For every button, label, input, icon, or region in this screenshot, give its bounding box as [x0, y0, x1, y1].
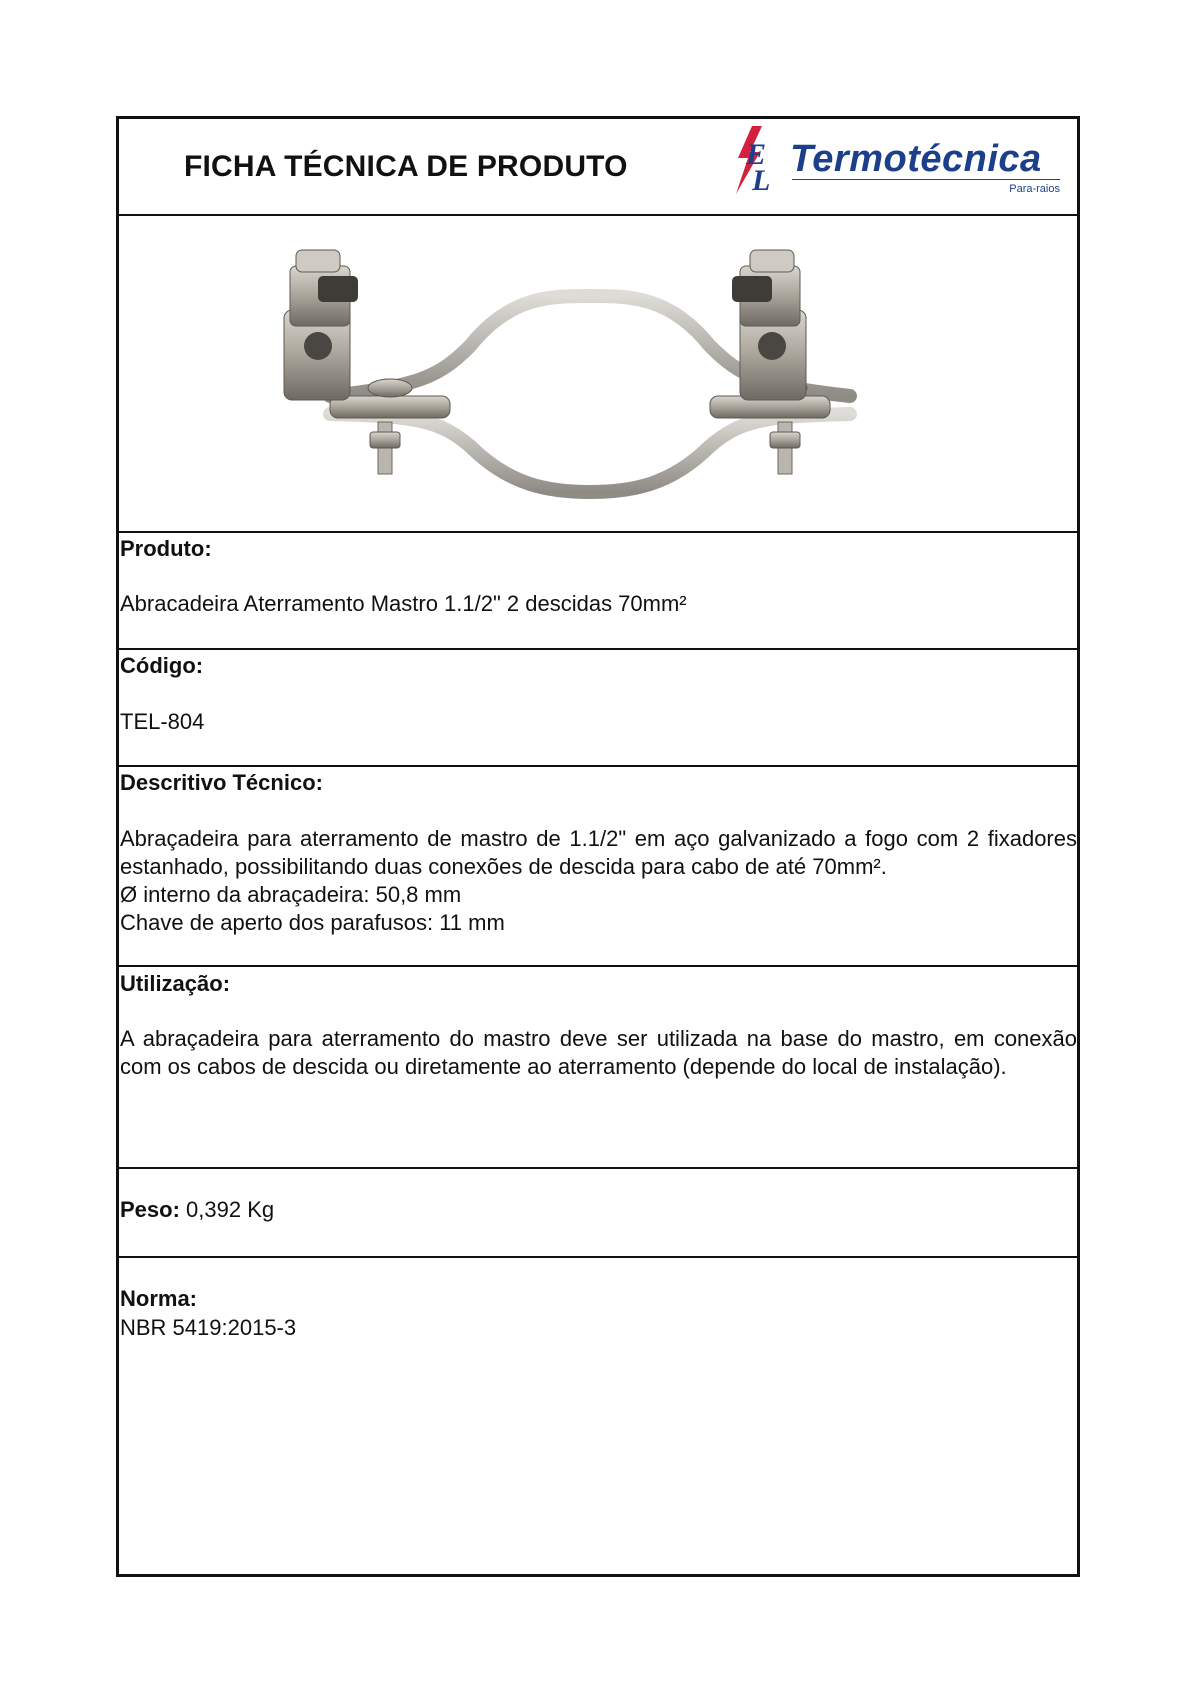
divider [119, 765, 1077, 767]
norma-value: NBR 5419:2015-3 [120, 1315, 297, 1340]
company-logo [730, 124, 1070, 200]
tel-mark-icon [730, 124, 790, 200]
codigo-value: TEL-804 [120, 709, 205, 734]
svg-text:E: E [746, 138, 767, 171]
divider [119, 1167, 1077, 1169]
divider [119, 1256, 1077, 1258]
divider [119, 531, 1077, 533]
descritivo-diameter: Ø interno da abraçadeira: 50,8 mm [120, 882, 462, 907]
svg-text:L: L [752, 164, 771, 197]
descritivo-label: Descritivo Técnico: [120, 770, 323, 795]
codigo-label: Código: [120, 653, 204, 678]
logo-underline [792, 179, 1060, 180]
peso-value: 0,392 Kg [186, 1197, 275, 1222]
descritivo-paragraph: Abraçadeira para aterramento de mastro de 1.1/2" em aço galvanizado a fogo com 2 fixadores estanhado, possibilitando duas conexões de descida para cabo de até 70mm². [120, 826, 1077, 879]
peso-row [120, 1196, 274, 1224]
grounding-clamp-photo-icon [270, 236, 910, 526]
divider [119, 648, 1077, 650]
divider [119, 214, 1077, 216]
norma-label: Norma: [120, 1286, 198, 1311]
descritivo-text [120, 825, 1077, 937]
logo-tagline: Para-raios [1009, 183, 1060, 195]
utilizacao-label: Utilização: [120, 971, 231, 996]
produto-value: Abracadeira Aterramento Mastro 1.1/2" 2 descidas 70mm² [120, 591, 687, 616]
logo-wordmark: Termotécnica [790, 138, 1042, 180]
peso-label: Peso: [120, 1197, 180, 1222]
page-title: FICHA TÉCNICA DE PRODUTO [184, 150, 628, 183]
descritivo-wrench: Chave de aperto dos parafusos: 11 mm [120, 910, 505, 935]
produto-label: Produto: [120, 536, 212, 561]
divider [119, 965, 1077, 967]
utilizacao-value: A abraçadeira para aterramento do mastro deve ser utilizada na base do mastro, em conexão com os cabos de descida ou diretamente ao aterramento (depende do local de instalação). [120, 1026, 1077, 1079]
